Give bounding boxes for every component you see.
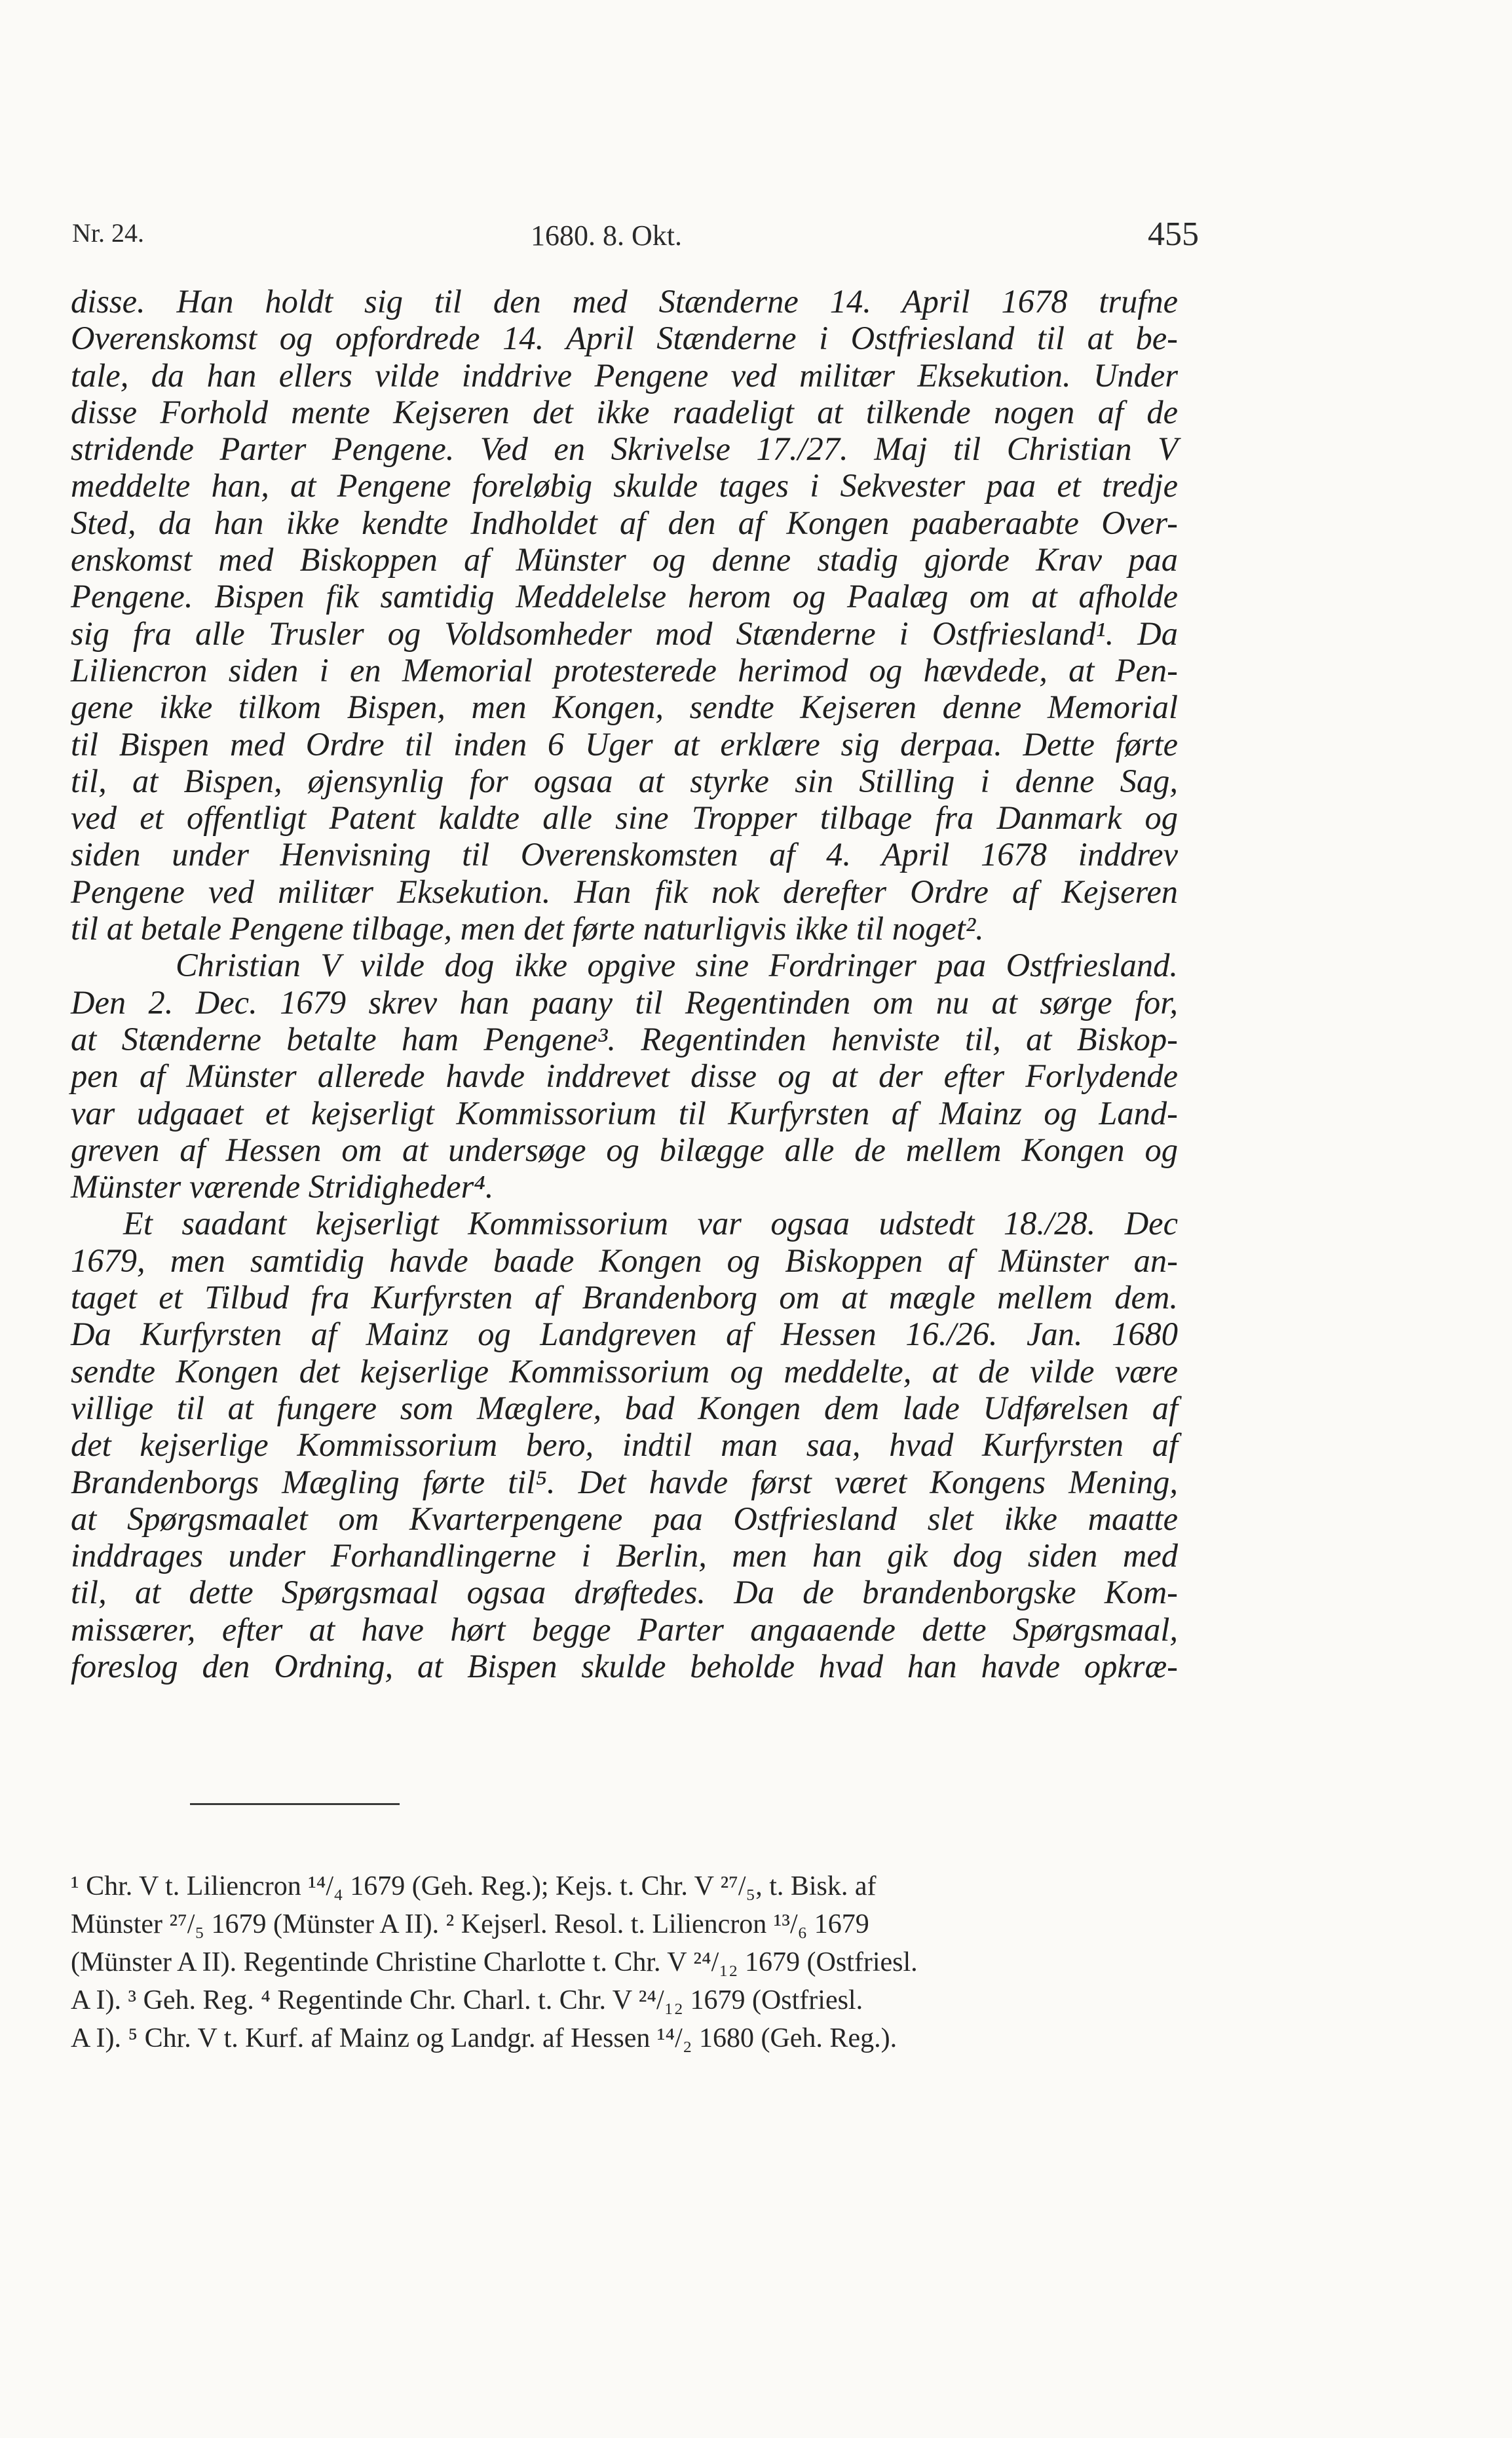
text-line: var udgaaet et kejserligt Kommissorium til Kurfyrsten af Mainz og Land-: [71, 1094, 1178, 1132]
text-line: inddrages under Forhandlingerne i Berlin, men han gik dog siden med: [71, 1537, 1178, 1574]
text-line: Sted, da han ikke kendte Indholdet af den af Kongen paaberaabte Over-: [71, 504, 1178, 541]
main-text: [71, 283, 1178, 1685]
footnote-line: ¹ Chr. V t. Liliencron ¹⁴/₄ 1679 (Geh. Reg.); Kejs. t. Chr. V ²⁷/₅, t. Bisk. af: [71, 1871, 877, 1901]
footnote-line: (Münster A II). Regentinde Christine Charlotte t. Chr. V ²⁴/₁₂ 1679 (Ostfriesl.: [71, 1947, 918, 1977]
text-line: siden under Henvisning til Overenskomsten af 4. April 1678 inddrev: [71, 836, 1178, 873]
text-line: Da Kurfyrsten af Mainz og Landgreven af Hessen 16./26. Jan. 1680: [71, 1316, 1178, 1353]
text-line: stridende Parter Pengene. Ved en Skrivelse 17./27. Maj til Christian V: [71, 430, 1178, 468]
text-line: Pengene. Bispen fik samtidig Meddelelse herom og Paalæg om at afholde: [71, 578, 1178, 615]
footnote-line: A I). ³ Geh. Reg. ⁴ Regentinde Chr. Charl. t. Chr. V ²⁴/₁₂ 1679 (Ostfriesl.: [71, 1985, 863, 2015]
text-line: 1679, men samtidig havde baade Kongen og Biskoppen af Münster an-: [71, 1242, 1178, 1279]
text-line: Brandenborgs Mægling førte til⁵. Det havde først været Kongens Mening,: [71, 1463, 1178, 1500]
document-number: Nr. 24.: [72, 218, 144, 248]
text-line: greven af Hessen om at undersøge og bilægge alle de mellem Kongen og: [71, 1131, 1178, 1168]
running-header: [72, 210, 1199, 256]
text-line: sendte Kongen det kejserlige Kommissorium og meddelte, at de vilde være: [71, 1352, 1178, 1390]
text-line: meddelte han, at Pengene foreløbig skulde tages i Sekvester paa et tredje: [71, 467, 1178, 505]
footnotes: [71, 1867, 1184, 2057]
page-number: 455: [1148, 216, 1199, 253]
document-date: 1680. 8. Okt.: [531, 219, 682, 252]
text-line: sig fra alle Trusler og Voldsomheder mod Stænderne i Ostfriesland¹. Da: [71, 615, 1178, 652]
text-line: tale, da han ellers vilde inddrive Pengene ved militær Eksekution. Under: [71, 356, 1178, 394]
text-line: Christian V vilde dog ikke opgive sine Fordringer paa Ostfriesland.: [176, 947, 1178, 984]
text-line: Den 2. Dec. 1679 skrev han paany til Regentinden om nu at sørge for,: [71, 983, 1178, 1021]
text-line: ved et offentligt Patent kaldte alle sine Tropper tilbage fra Danmark og: [71, 799, 1178, 837]
text-line: villige til at fungere som Mæglere, bad Kongen dem lade Udførelsen af: [71, 1389, 1178, 1426]
text-line: til, at Bispen, øjensynlig for ogsaa at styrke sin Stilling i denne Sag,: [71, 762, 1178, 799]
text-line: foreslog den Ordning, at Bispen skulde beholde hvad han havde opkræ-: [71, 1647, 1178, 1685]
text-line: til Bispen med Ordre til inden 6 Uger at erklære sig derpaa. Dette førte: [71, 725, 1178, 763]
text-line: Liliencron siden i en Memorial protesterede herimod og hævdede, at Pen-: [71, 651, 1178, 689]
text-line: Overenskomst og opfordrede 14. April Stænderne i Ostfriesland til at be-: [71, 320, 1178, 357]
text-line: Münster værende Stridigheder⁴.: [71, 1168, 494, 1206]
text-line: disse Forhold mente Kejseren det ikke raadeligt at tilkende nogen af de: [71, 393, 1178, 430]
footnote-divider: [190, 1803, 400, 1805]
text-line: til, at dette Spørgsmaal ogsaa drøftedes. Da de brandenborgske Kom-: [71, 1574, 1178, 1611]
text-line: enskomst med Biskoppen af Münster og denne stadig gjorde Krav paa: [71, 541, 1178, 579]
text-line: at Spørgsmaalet om Kvarterpengene paa Ostfriesland slet ikke maatte: [71, 1500, 1178, 1537]
text-line: disse. Han holdt sig til den med Stænderne 14. April 1678 trufne: [71, 283, 1178, 320]
text-line: det kejserlige Kommissorium bero, indtil man saa, hvad Kurfyrsten af: [71, 1426, 1178, 1464]
footnote-line: A I). ⁵ Chr. V t. Kurf. af Mainz og Landgr. af Hessen ¹⁴/₂ 1680 (Geh. Reg.).: [71, 2023, 898, 2053]
text-line: missærer, efter at have hørt begge Parter angaaende dette Spørgsmaal,: [71, 1610, 1178, 1648]
text-line: pen af Münster allerede havde inddrevet disse og at der efter Forlydende: [71, 1057, 1178, 1095]
text-line: taget et Tilbud fra Kurfyrsten af Brandenborg om at mægle mellem dem.: [71, 1279, 1178, 1316]
text-line: gene ikke tilkom Bispen, men Kongen, sendte Kejseren denne Memorial: [71, 689, 1178, 726]
text-line: Et saadant kejserligt Kommissorium var ogsaa udstedt 18./28. Dec: [123, 1205, 1178, 1242]
text-line: Pengene ved militær Eksekution. Han fik nok derefter Ordre af Kejseren: [71, 873, 1178, 910]
text-line: at Stænderne betalte ham Pengene³. Regentinden henviste til, at Biskop-: [71, 1020, 1178, 1057]
footnote-line: Münster ²⁷/₅ 1679 (Münster A II). ² Kejserl. Resol. t. Liliencron ¹³/₆ 1679: [71, 1909, 869, 1939]
text-line: til at betale Pengene tilbage, men det førte naturligvis ikke til noget².: [71, 910, 984, 947]
